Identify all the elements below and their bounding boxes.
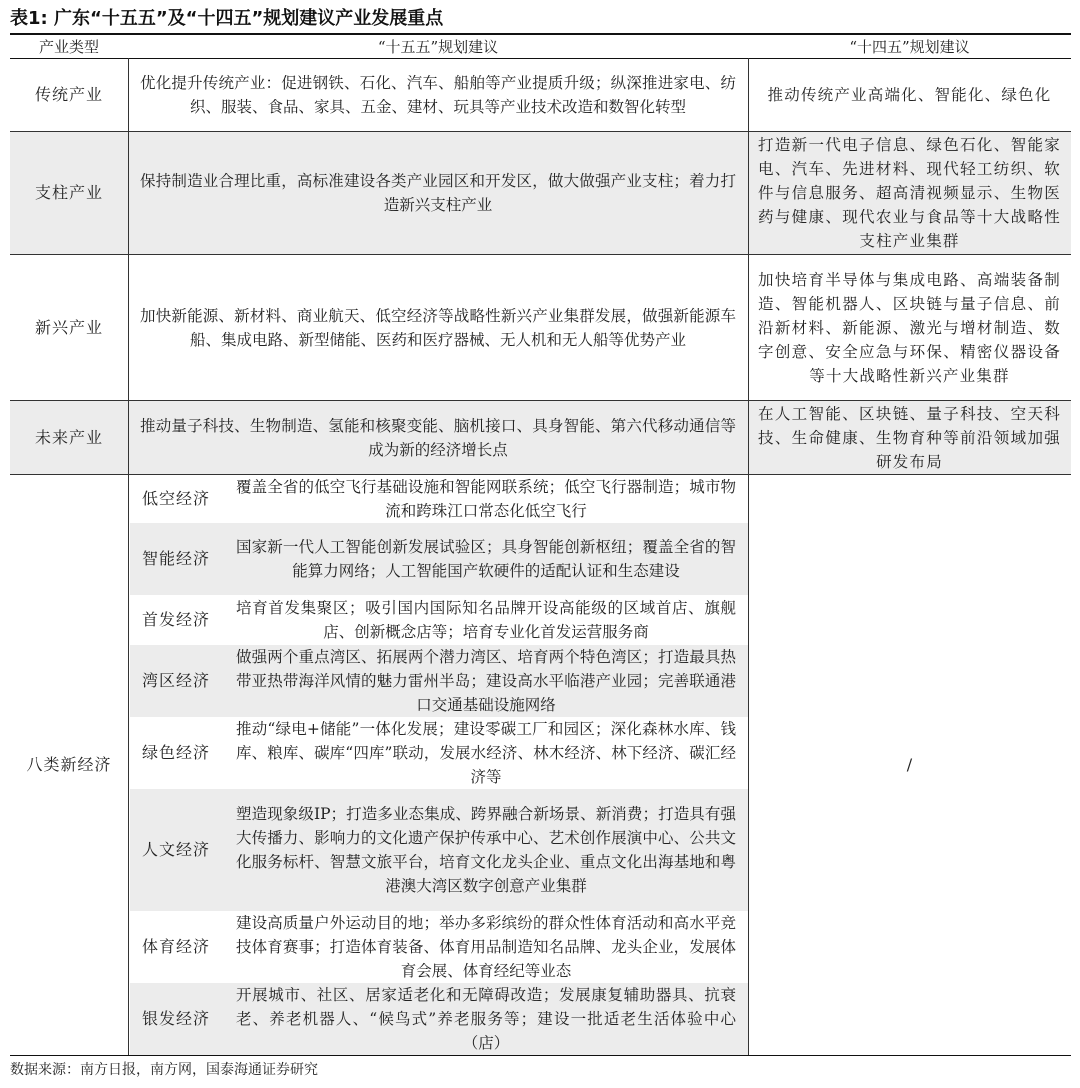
plan14-cell: 加快培育半导体与集成电路、高端装备制造、智能机器人、区块链与量子信息、前沿新材料、新能源、激光与增材制造、数字创意、安全应急与环保、精密仪器设备等十大战略性新兴产业集群 [758,270,1061,385]
category-cell: 新兴产业 [34,317,103,337]
plan15-cell: 保持制造业合理比重，高标准建设各类产业园区和开发区，做大做强产业支柱；着力打造新兴支柱产业 [140,172,736,214]
subcategory-label: 湾区经济 [141,671,210,690]
category-cell: 传统产业 [34,85,103,104]
subcategory-text: 建设高质量户外运动目的地；举办多彩缤纷的群众性体育活动和高水平竞技体育赛事；打造体育装备、体育用品制造知名品牌、龙头企业，发展体育会展、体育经纪等业态 [236,914,736,980]
plan14-cell: 打造新一代电子信息、绿色石化、智能家电、汽车、先进材料、现代轻工纺织、软件与信息服务、超高清视频显示、生物医药与健康、现代农业与食品等十大战略性支柱产业集群 [758,136,1061,250]
category-cell: 未来产业 [34,427,103,447]
table-bottom-rule [10,1055,1071,1056]
column-divider-1 [128,58,129,1056]
plan14-cell: 在人工智能、区块链、量子科技、空天科技、生命健康、生物育种等前沿领域加强研发布局 [758,404,1061,471]
subcategory-label: 绿色经济 [141,743,210,762]
subcategory-text: 开展城市、社区、居家适老化和无障碍改造；发展康复辅助器具、抗衰老、养老机器人、“候鸟式”养老服务等；建设一批适老生活体验中心（店） [236,986,736,1052]
subcategory-label: 体育经济 [141,937,210,956]
subcategory-label: 首发经济 [141,610,210,629]
subcategory-label: 低空经济 [141,489,210,508]
plan15-cell: 加快新能源、新材料、商业航天、低空经济等战略性新兴产业集群发展，做强新能源车船、集成电路、新型储能、医药和医疗器械、无人机和无人船等优势产业 [140,306,736,349]
header-plan15: “十五五”规划建议 [377,38,499,56]
table-title: 表1: 广东“十五五”及“十四五”规划建议产业发展重点 [10,8,444,29]
subcategory-text: 培育首发集聚区；吸引国内国际知名品牌开设高能级的区域首店、旗舰店、创新概念店等；培育专业化首发运营服务商 [236,599,736,641]
header-category: 产业类型 [38,38,99,56]
subcategory-label: 人文经济 [141,840,210,859]
subcategory-label: 智能经济 [141,549,210,568]
subcategory-text: 塑造现象级IP；打造多业态集成、跨界融合新场景、新消费；打造具有强大传播力、影响力的文化遗产保护传承中心、艺术创作展演中心、公共文化服务标杆、智慧文旅平台，培育文化龙头企业、重点文化出海基地和粤港澳大湾区数字创意产业集群 [236,805,736,895]
subcategory-text: 做强两个重点湾区、拓展两个潜力湾区、培育两个特色湾区；打造最具热带亚热带海洋风情的魅力雷州半岛；建设高水平临港产业园；完善联通港口交通基础设施网络 [236,648,736,714]
plan14-cell-new-economy: / [906,755,913,774]
plan15-cell: 优化提升传统产业：促进钢铁、石化、汽车、船舶等产业提质升级；纵深推进家电、纺织、服装、食品、家具、五金、建材、玩具等产业技术改造和数智化转型 [140,74,736,116]
plan14-cell: 推动传统产业高端化、智能化、绿色化 [767,86,1052,104]
header-plan14: “十四五”规划建议 [849,38,970,56]
plan15-cell: 推动量子科技、生物制造、氢能和核聚变能、脑机接口、具身智能、第六代移动通信等成为新的经济增长点 [140,416,736,459]
subcategory-text: 推动“绿电+储能”一体化发展；建设零碳工厂和园区；深化森林水库、钱库、粮库、碳库“四库”联动，发展水经济、林木经济、林下经济、碳汇经济等 [236,720,736,786]
subcategory-text: 国家新一代人工智能创新发展试验区；具身智能创新枢纽；覆盖全省的智能算力网络；人工智能国产软硬件的适配认证和生态建设 [236,538,736,580]
subcategory-text: 覆盖全省的低空飞行基础设施和智能网联系统；低空飞行器制造；城市物流和跨珠江口常态化低空飞行 [236,478,736,520]
table-top-rule [10,33,1071,35]
category-cell: 支柱产业 [34,183,103,202]
subcategory-label: 银发经济 [141,1009,210,1028]
category-cell-new-economy: 八类新经济 [26,755,112,774]
source-note: 数据来源：南方日报，南方网，国泰海通证券研究 [10,1062,318,1078]
